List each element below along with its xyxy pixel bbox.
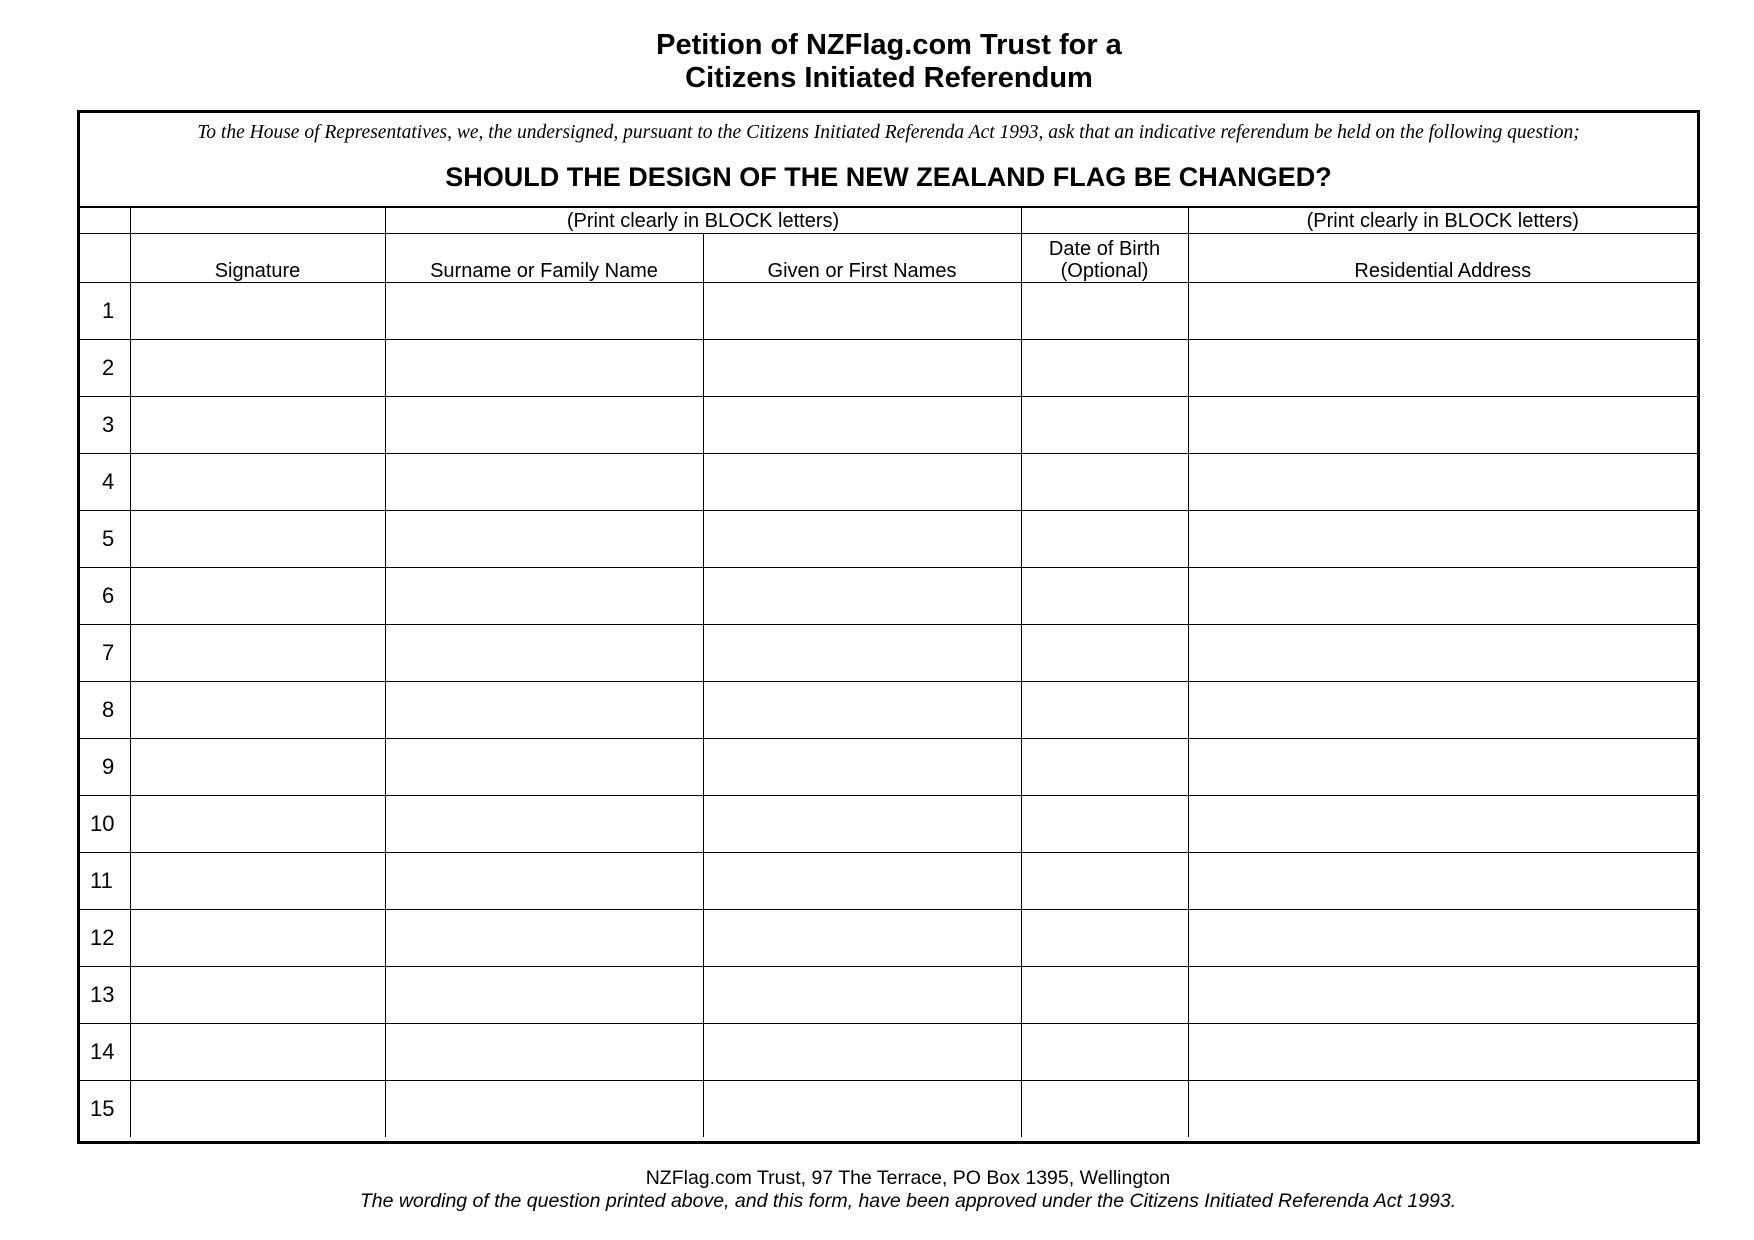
table-row [80,511,1697,568]
surname-cell[interactable] [385,796,703,853]
date-of-birth-cell[interactable] [1021,397,1188,454]
given-names-cell[interactable] [703,625,1021,682]
signature-cell[interactable] [130,682,385,739]
given-names-cell[interactable] [703,1024,1021,1081]
surname-cell[interactable] [385,397,703,454]
header-signature-label: Signature [214,260,301,282]
trust-address: NZFlag.com Trust, 97 The Terrace, PO Box 1395, Wellington [645,1167,1171,1189]
given-names-cell[interactable] [703,283,1021,340]
row-number: 2 [80,340,130,397]
given-names-cell[interactable] [703,568,1021,625]
date-of-birth-cell[interactable] [1021,283,1188,340]
table-row [80,796,1697,853]
date-of-birth-cell[interactable] [1021,1081,1188,1138]
residential-address-cell[interactable] [1188,283,1697,340]
signature-cell[interactable] [130,1024,385,1081]
date-of-birth-cell[interactable] [1021,625,1188,682]
signature-cell[interactable] [130,283,385,340]
row-number: 3 [80,397,130,454]
residential-address-cell[interactable] [1188,739,1697,796]
header-address-label: Residential Address [1354,260,1532,282]
row-number: 13 [80,967,130,1024]
given-names-cell[interactable] [703,739,1021,796]
header-note-empty [1021,207,1188,234]
surname-cell[interactable] [385,739,703,796]
row-number: 7 [80,625,130,682]
header-note-empty [80,207,130,234]
header-given-names [703,234,1021,283]
residential-address-cell[interactable] [1188,1024,1697,1081]
signature-cell[interactable] [130,397,385,454]
table-header-note-row [80,207,1697,234]
date-of-birth-cell[interactable] [1021,454,1188,511]
signature-cell[interactable] [130,568,385,625]
header-dob-line-1: Date of Birth [1048,238,1161,260]
date-of-birth-cell[interactable] [1021,739,1188,796]
row-number: 6 [80,568,130,625]
row-number: 1 [80,283,130,340]
signature-cell[interactable] [130,739,385,796]
date-of-birth-cell[interactable] [1021,340,1188,397]
signature-cell[interactable] [130,910,385,967]
row-number: 8 [80,682,130,739]
given-names-cell[interactable] [703,682,1021,739]
row-number: 14 [80,1024,130,1081]
print-clearly-address-note: (Print clearly in BLOCK letters) [1188,207,1697,234]
date-of-birth-cell[interactable] [1021,796,1188,853]
header-given-names-label: Given or First Names [767,260,957,282]
signature-cell[interactable] [130,625,385,682]
given-names-cell[interactable] [703,796,1021,853]
given-names-cell[interactable] [703,397,1021,454]
given-names-cell[interactable] [703,853,1021,910]
surname-cell[interactable] [385,1081,703,1138]
surname-cell[interactable] [385,967,703,1024]
date-of-birth-cell[interactable] [1021,967,1188,1024]
row-number: 11 [80,853,130,910]
table-row [80,967,1697,1024]
header-signature [130,234,385,283]
residential-address-cell[interactable] [1188,796,1697,853]
header-dob-line-2: (Optional) [1060,260,1149,282]
given-names-cell[interactable] [703,1081,1021,1138]
table-row [80,1024,1697,1081]
row-number: 4 [80,454,130,511]
table-row [80,1081,1697,1138]
header-date-of-birth [1021,234,1188,283]
signature-cell[interactable] [130,967,385,1024]
surname-cell[interactable] [385,853,703,910]
residential-address-cell[interactable] [1188,1081,1697,1138]
surname-cell[interactable] [385,625,703,682]
table-header-row [80,234,1697,283]
table-row [80,739,1697,796]
residential-address-cell[interactable] [1188,682,1697,739]
approval-notice: The wording of the question printed above, and this form, have been approved under the Citizens Initiated Referenda Act 1993. [359,1190,1457,1212]
residential-address-cell[interactable] [1188,454,1697,511]
petition-preamble: To the House of Representatives, we, the undersigned, pursuant to the Citizens Initiated Referenda Act 1993, ask that an indicative referendum be held on the following question; [197,122,1580,143]
signature-cell[interactable] [130,340,385,397]
table-row [80,283,1697,340]
surname-cell[interactable] [385,568,703,625]
given-names-cell[interactable] [703,454,1021,511]
surname-cell[interactable] [385,1024,703,1081]
row-number: 5 [80,511,130,568]
given-names-cell[interactable] [703,967,1021,1024]
row-number: 12 [80,910,130,967]
date-of-birth-cell[interactable] [1021,511,1188,568]
given-names-cell[interactable] [703,910,1021,967]
table-row [80,454,1697,511]
row-number: 10 [80,796,130,853]
table-row [80,682,1697,739]
residential-address-cell[interactable] [1188,625,1697,682]
petition-title-line-1: Petition of NZFlag.com Trust for a [656,29,1122,61]
surname-cell[interactable] [385,910,703,967]
date-of-birth-cell[interactable] [1021,568,1188,625]
petition-title-line-2: Citizens Initiated Referendum [685,62,1093,94]
table-row [80,397,1697,454]
surname-cell[interactable] [385,511,703,568]
header-surname [385,234,703,283]
header-number-column [80,234,130,283]
row-number: 9 [80,739,130,796]
residential-address-cell[interactable] [1188,397,1697,454]
referendum-question: SHOULD THE DESIGN OF THE NEW ZEALAND FLAG BE CHANGED? [445,162,1332,192]
surname-cell[interactable] [385,682,703,739]
signature-cell[interactable] [130,1081,385,1138]
residential-address-cell[interactable] [1188,853,1697,910]
petition-form [77,110,1700,1144]
surname-cell[interactable] [385,340,703,397]
table-row [80,340,1697,397]
signature-table [80,206,1697,1137]
signature-cell[interactable] [130,853,385,910]
header-note-empty [130,207,385,234]
residential-address-cell[interactable] [1188,568,1697,625]
surname-cell[interactable] [385,283,703,340]
residential-address-cell[interactable] [1188,910,1697,967]
header-residential-address [1188,234,1697,283]
signature-cell[interactable] [130,454,385,511]
table-row [80,910,1697,967]
table-row [80,568,1697,625]
table-row [80,853,1697,910]
signature-cell[interactable] [130,796,385,853]
given-names-cell[interactable] [703,340,1021,397]
table-row [80,625,1697,682]
residential-address-cell[interactable] [1188,511,1697,568]
row-number: 15 [80,1081,130,1138]
given-names-cell[interactable] [703,511,1021,568]
date-of-birth-cell[interactable] [1021,1024,1188,1081]
residential-address-cell[interactable] [1188,967,1697,1024]
residential-address-cell[interactable] [1188,340,1697,397]
date-of-birth-cell[interactable] [1021,853,1188,910]
surname-cell[interactable] [385,454,703,511]
header-surname-label: Surname or Family Name [430,260,658,282]
print-clearly-names-note: (Print clearly in BLOCK letters) [385,207,1021,234]
signature-cell[interactable] [130,511,385,568]
date-of-birth-cell[interactable] [1021,910,1188,967]
date-of-birth-cell[interactable] [1021,682,1188,739]
